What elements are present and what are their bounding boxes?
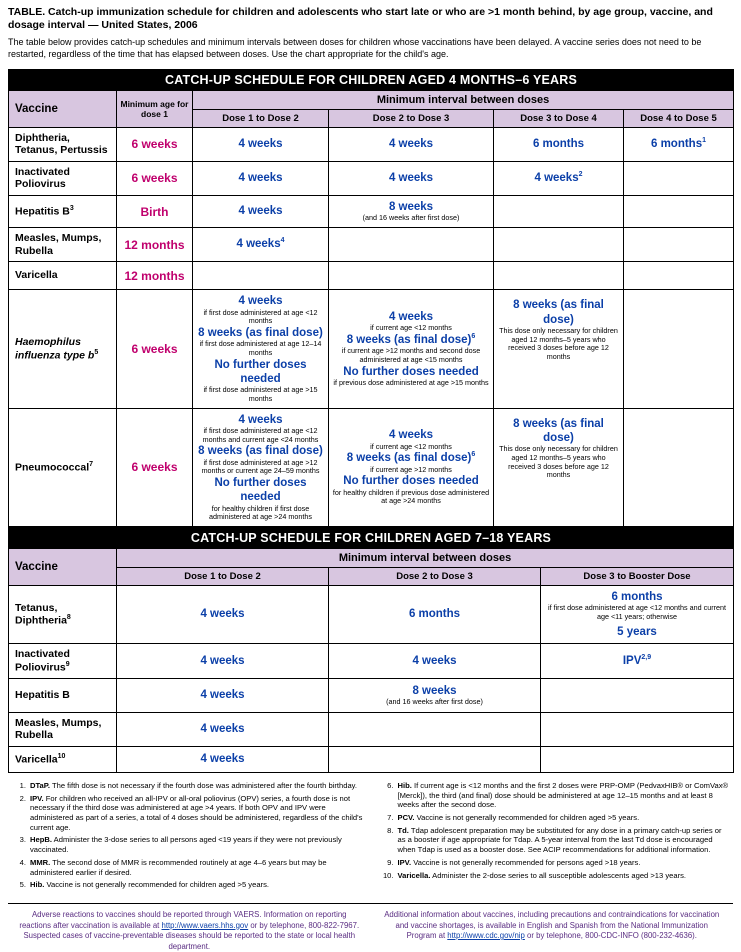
table2-header-row-2 — [9, 567, 734, 585]
table-row — [9, 262, 734, 290]
vaccine-name: Inactivated Poliovirus$^9$ — [9, 643, 117, 678]
dose2-dose3 — [329, 262, 494, 290]
dose3-booster — [541, 746, 734, 772]
dose3-booster: 6 months if first dose administered at age <12 months and current age <11 years; otherwise 5 years — [541, 585, 734, 643]
min-age: 6 weeks — [117, 127, 193, 161]
dose4-dose5 — [624, 161, 734, 195]
dose1-dose2: 4 weeks$^4$ — [193, 228, 329, 262]
table-row — [9, 228, 734, 262]
dose1-dose2: 4 weeks — [117, 678, 329, 712]
col-d2-d3-header: Dose 2 to Dose 3 — [329, 567, 541, 585]
table-row — [9, 678, 734, 712]
list-item: 9. IPV. Vaccine is not generally recommended for persons aged >18 years. — [387, 857, 641, 867]
list-item: 3. HepB. Administer the 3-dose series to all persons aged <19 years if they were not previously vaccinated. — [19, 835, 342, 855]
table2-header-row-1 — [9, 548, 734, 567]
dose3-dose4 — [494, 262, 624, 290]
footer-left-text-2: or by telephone, 800-822-7967. Suspected cases of vaccine-preventable diseases should be reported to the state or local health department. — [23, 920, 360, 951]
dose3-booster: IPV$^{2,9}$ — [541, 643, 734, 678]
footer-right-text: Additional information about vaccines, including precautions and contraindications for vaccination and vaccine shortages, is available in English and Spanish from the National Immunization Program at — [384, 909, 720, 941]
dose2-dose3: 8 weeks (and 16 weeks after first dose) — [329, 678, 541, 712]
col-d1-d2-header: Dose 1 to Dose 2 — [117, 567, 329, 585]
table-catchup-4months-6years — [0, 69, 741, 527]
table1-banner: CATCH-UP SCHEDULE FOR CHILDREN AGED 4 MONTHS–6 YEARS — [9, 69, 734, 90]
list-item: 1. DTaP. The fifth dose is not necessary if the fourth dose was administered after the fourth birthday. — [19, 780, 358, 790]
footnotes — [0, 773, 741, 897]
dose1-dose2: 4 weeks — [117, 643, 329, 678]
col-d2-d3-header: Dose 2 to Dose 3 — [329, 109, 494, 127]
dose1-dose2: 4 weeks — [117, 712, 329, 746]
dose2-dose3: 4 weeks if current age <12 months 8 weeks (as final dose)$^6$ if current age >12 months No further doses needed for healthy children if previous dose administered at age >24 months — [329, 408, 494, 526]
dose1-dose2: 4 weeks — [193, 196, 329, 228]
dose4-dose5 — [624, 228, 734, 262]
list-item: 8. Td. Tdap adolescent preparation may be substituted for any dose in a primary catch-up series or as a booster if age appropriate for Tdap. A 5-year interval from the last Td dose is encouraged when Tdap is used as a booster dose. See ACIP recommendations for additional information. — [387, 825, 722, 855]
page-title: TABLE. Catch-up immunization schedule for children and adolescents who start late or who are >1 month behind, by age group, vaccine, and dosage interval — United States, 2006 — [8, 6, 713, 32]
vaccine-name: Hepatitis $B^3$ — [9, 196, 117, 228]
dose4-dose5 — [624, 290, 734, 408]
dose1-dose2: 4 weeks — [193, 127, 329, 161]
list-item: 7. PCV. Vaccine is not generally recommended for children aged >5 years. — [387, 812, 640, 822]
footer-vaers-note — [8, 910, 371, 952]
dose4-dose5: 6 months$^1$ — [624, 127, 734, 161]
dose2-dose3: 4 weeks if current age <12 months 8 weeks (as final dose)$^6$ if current age >12 months and second dose administered at age <15 months No further doses needed if previous dose administered at age >15 months — [329, 290, 494, 408]
dose1-dose2: 4 weeks — [193, 161, 329, 195]
col-vaccine-header: Vaccine — [9, 548, 117, 585]
table-row — [9, 161, 734, 195]
page-footer — [8, 903, 733, 952]
table-row — [9, 127, 734, 161]
dose1-dose2: 4 weeks — [117, 585, 329, 643]
dose2-dose3: 8 weeks (and 16 weeks after first dose) — [329, 196, 494, 228]
list-item: 10. Varicella. Administer the 2-dose series to all susceptible adolescents aged >13 years. — [382, 870, 687, 880]
vaccine-name: Diphtheria, Tetanus, Pertussis — [9, 127, 117, 161]
footer-right-text-2: or by telephone, 800-CDC-INFO (800-232-4636). — [524, 931, 697, 941]
min-age: 6 weeks — [117, 290, 193, 408]
vaccine-name: Varicella — [9, 262, 117, 290]
dose1-dose2: 4 weeks if first dose administered at age <12 months 8 weeks (as final dose) if first dose administered at age 12–14 months No further doses needed if first dose administered at age >15 months — [193, 290, 329, 408]
table-row — [9, 746, 734, 772]
dose3-dose4: 8 weeks (as final dose) This dose only necessary for children aged 12 months–5 years who received 3 doses before age 12 months — [494, 290, 624, 408]
dose2-dose3 — [329, 746, 541, 772]
table2-banner: CATCH-UP SCHEDULE FOR CHILDREN AGED 7–18 YEARS — [9, 527, 734, 548]
dose3-booster — [541, 712, 734, 746]
col-vaccine-header: Vaccine — [9, 90, 117, 127]
col-minage-header: Minimum age for dose 1 — [117, 90, 193, 127]
col-interval-group-header: Minimum interval between doses — [193, 90, 734, 109]
dose2-dose3: 4 weeks — [329, 127, 494, 161]
list-item: 5. Hib. Vaccine is not generally recommended for children aged >5 years. — [19, 880, 269, 890]
min-age: 12 months — [117, 262, 193, 290]
vaccine-name: Measles, Mumps, Rubella — [9, 228, 117, 262]
vaers-link[interactable]: http://www.vaers.hhs.gov — [161, 920, 249, 930]
dose3-booster — [541, 678, 734, 712]
footer-nip-note — [371, 910, 734, 952]
footnotes-right-column — [378, 781, 732, 893]
vaccine-name: Inactivated Poliovirus — [9, 161, 117, 195]
dose3-dose4: 8 weeks (as final dose) This dose only necessary for children aged 12 months–5 years who received 3 doses before age 12 months — [494, 408, 624, 526]
dose3-dose4: 6 months — [494, 127, 624, 161]
table1-banner-row — [9, 69, 734, 90]
table2-banner-row — [9, 527, 734, 548]
table-row — [9, 712, 734, 746]
dose2-dose3: 4 weeks — [329, 643, 541, 678]
col-interval-group-header: Minimum interval between doses — [117, 548, 734, 567]
dose2-dose3 — [329, 228, 494, 262]
dose4-dose5 — [624, 262, 734, 290]
vaccine-name: Haemophilus influenza type $b^5$ — [9, 290, 117, 408]
vaccine-name: Tetanus, Diphtheria$^8$ — [9, 585, 117, 643]
dose4-dose5 — [624, 408, 734, 526]
footer-left-text: Adverse reactions to vaccines should be reported through VAERS. Information on reporting reactions after vaccination is available at — [19, 909, 347, 930]
table-row — [9, 408, 734, 526]
min-age: 6 weeks — [117, 161, 193, 195]
vaccine-name: Varicella$^{10}$ — [9, 746, 117, 772]
table-catchup-7-18years — [0, 527, 741, 773]
dose3-dose4 — [494, 228, 624, 262]
vaccine-name: Measles, Mumps, Rubella — [9, 712, 117, 746]
dose2-dose3 — [329, 712, 541, 746]
col-d3-booster-header: Dose 3 to Booster Dose — [541, 567, 734, 585]
dose2-dose3: 6 months — [329, 585, 541, 643]
table1-header-row-1 — [9, 90, 734, 109]
dose3-dose4 — [494, 196, 624, 228]
vaccine-name: Pneumococcal$^7$ — [9, 408, 117, 526]
min-age: 6 weeks — [117, 408, 193, 526]
intro-paragraph: The table below provides catch-up schedules and minimum intervals between doses for children whose vaccinations have been delayed. A vaccine series does not need to be restarted, regardless of the time that has elapsed between doses. Use the chart appropriate for the child's age. — [8, 37, 702, 59]
dose1-dose2: 4 weeks if first dose administered at age <12 months and current age <24 months 8 weeks (as final dose) if first dose administered at age >12 months or current age 24–59 months No further doses needed for healthy children if first dose administered at age >24 months — [193, 408, 329, 526]
dose2-dose3: 4 weeks — [329, 161, 494, 195]
vaccine-name: Hepatitis B — [9, 678, 117, 712]
dose4-dose5 — [624, 196, 734, 228]
list-item: 6. Hib. If current age is <12 months and the first 2 doses were PRP-OMP (PedvaxHIB® or ComVax® [Merck]), the third (and final) dose should be administered at age 12–15 months and at least 8 weeks after the second dose. — [387, 780, 729, 810]
table-row — [9, 290, 734, 408]
table-row — [9, 196, 734, 228]
nip-link[interactable]: http://www.cdc.gov/nip — [447, 931, 525, 941]
col-d4-d5-header: Dose 4 to Dose 5 — [624, 109, 734, 127]
min-age: 12 months — [117, 228, 193, 262]
col-d1-d2-header: Dose 1 to Dose 2 — [193, 109, 329, 127]
min-age: Birth — [117, 196, 193, 228]
col-d3-d4-header: Dose 3 to Dose 4 — [494, 109, 624, 127]
list-item: 4. MMR. The second dose of MMR is recommended routinely at age 4–6 years but may be administered earlier if desired. — [19, 857, 327, 877]
dose1-dose2: 4 weeks — [117, 746, 329, 772]
footnotes-left-column — [10, 781, 364, 893]
table-row — [9, 585, 734, 643]
list-item: 2. IPV. For children who received an all-IPV or all-oral poliovirus (OPV) series, a fourth dose is not necessary if the third dose was administered at age >4 years. If both OPV and IPV were administered as part of a series, a total of 4 doses should be administered, regardless of the child's current age. — [19, 793, 363, 832]
dose1-dose2 — [193, 262, 329, 290]
table-row — [9, 643, 734, 678]
dose3-dose4: 4 weeks$^2$ — [494, 161, 624, 195]
